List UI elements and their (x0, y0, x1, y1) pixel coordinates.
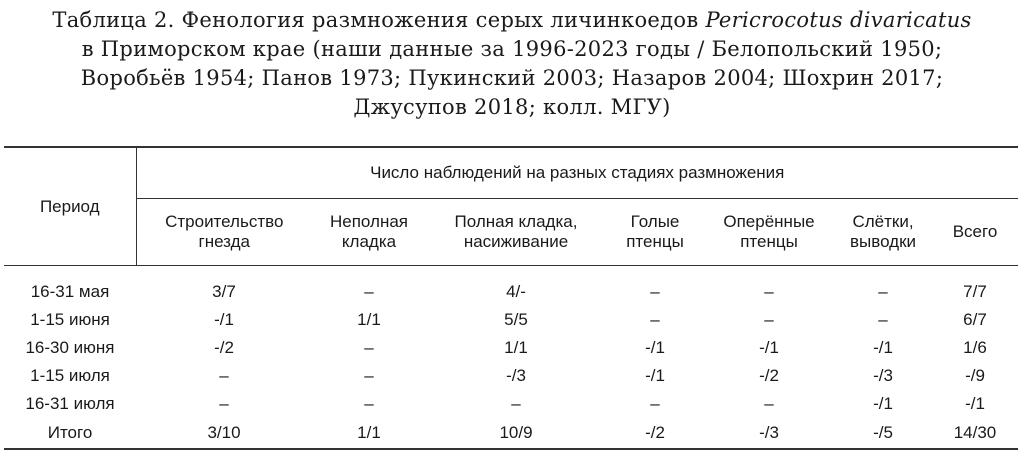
column-header-line: Слётки, (852, 212, 914, 231)
column-header-fledglings-broods (834, 199, 932, 266)
period-cell: Итого (4, 418, 136, 449)
cell-nest-building: -/2 (214, 338, 234, 357)
table-row (4, 390, 1018, 418)
cell-naked-nestlings: – (650, 394, 660, 413)
column-header-line: птенцы (740, 232, 798, 251)
cell-incomplete-clutch: 1/1 (357, 310, 381, 329)
species-name: Pericrocotus divaricatus (705, 8, 972, 32)
table-row (4, 334, 1018, 362)
cell-fledglings-broods: -/3 (873, 366, 893, 385)
table-row (4, 362, 1018, 390)
cell-nest-building: – (219, 366, 229, 385)
column-header-nest-building (136, 199, 312, 266)
column-header-line: Строительство (165, 212, 284, 231)
cell-full-clutch-incubation: 5/5 (504, 310, 528, 329)
period-cell: 16-31 июля (25, 394, 115, 413)
column-header-line: Всего (952, 222, 998, 241)
stages-group-header: Число наблюдений на разных стадиях размножения (136, 147, 1018, 199)
period-cell: 16-31 мая (30, 282, 110, 301)
column-header-naked-nestlings (606, 199, 704, 266)
cell-fledglings-broods: -/1 (873, 394, 893, 413)
cell-naked-nestlings: -/1 (645, 366, 665, 385)
cell-incomplete-clutch: 1/1 (312, 418, 426, 449)
column-header-line: птенцы (626, 232, 684, 251)
caption-line-1 (0, 6, 1024, 35)
cell-fledglings-broods: – (878, 282, 888, 301)
column-header-line: Оперённые (723, 212, 815, 231)
table-row (4, 266, 1018, 307)
stage-column-headers (4, 199, 1018, 266)
cell-total: 7/7 (963, 282, 987, 301)
cell-full-clutch-incubation: -/3 (506, 366, 526, 385)
table-row (4, 306, 1018, 334)
cell-feathered-nestlings: -/2 (759, 366, 779, 385)
cell-incomplete-clutch: – (364, 394, 374, 413)
table-caption (0, 6, 1024, 122)
cell-total: 14/30 (932, 418, 1018, 449)
cell-total: 6/7 (963, 310, 987, 329)
cell-incomplete-clutch: – (364, 282, 374, 301)
cell-total: 1/6 (963, 338, 987, 357)
period-cell: 1-15 июня (30, 310, 110, 329)
period-header: Период (4, 147, 136, 266)
column-header-full-clutch-incubation (426, 199, 606, 266)
column-header-total (932, 199, 1018, 266)
cell-naked-nestlings: – (650, 282, 660, 301)
cell-full-clutch-incubation: 1/1 (504, 338, 528, 357)
cell-naked-nestlings: – (650, 310, 660, 329)
cell-nest-building: -/1 (214, 310, 234, 329)
column-header-incomplete-clutch (312, 199, 426, 266)
cell-fledglings-broods: -/5 (834, 418, 932, 449)
column-header-line: кладка (341, 232, 397, 251)
cell-total: -/9 (965, 366, 985, 385)
cell-feathered-nestlings: – (764, 310, 774, 329)
cell-feathered-nestlings: – (764, 394, 774, 413)
cell-feathered-nestlings: -/3 (704, 418, 834, 449)
phenology-table (4, 146, 1018, 450)
caption-line-4: Джусупов 2018; колл. МГУ) (353, 95, 671, 119)
cell-incomplete-clutch: – (364, 338, 374, 357)
cell-nest-building: 3/7 (212, 282, 236, 301)
cell-naked-nestlings: -/2 (606, 418, 704, 449)
cell-fledglings-broods: – (878, 310, 888, 329)
cell-full-clutch-incubation: – (511, 394, 521, 413)
column-header-line: Полная кладка, (454, 212, 578, 231)
cell-fledglings-broods: -/1 (873, 338, 893, 357)
cell-full-clutch-incubation: 10/9 (426, 418, 606, 449)
column-header-line: Голые (630, 212, 680, 231)
cell-nest-building: – (219, 394, 229, 413)
cell-feathered-nestlings: -/1 (759, 338, 779, 357)
column-header-line: Неполная (330, 212, 408, 231)
cell-total: -/1 (965, 394, 985, 413)
cell-nest-building: 3/10 (136, 418, 312, 449)
cell-incomplete-clutch: – (364, 366, 374, 385)
column-header-feathered-nestlings (704, 199, 834, 266)
caption-line-3: Воробьёв 1954; Панов 1973; Пукинский 2003; Назаров 2004; Шохрин 2017; (80, 66, 944, 90)
period-cell: 16-30 июня (25, 338, 115, 357)
total-row (4, 418, 1018, 449)
column-header-line: насиживание (463, 232, 569, 251)
column-header-line: гнезда (198, 232, 250, 251)
caption-title: Таблица 2. Фенология размножения серых личинкоедов (52, 8, 706, 32)
caption-line-2: в Приморском крае (наши данные за 1996-2023 годы / Белопольский 1950; (81, 37, 943, 61)
column-header-line: выводки (849, 232, 917, 251)
cell-full-clutch-incubation: 4/- (506, 282, 526, 301)
table-body (4, 266, 1018, 450)
cell-naked-nestlings: -/1 (645, 338, 665, 357)
period-cell: 1-15 июля (30, 366, 110, 385)
cell-feathered-nestlings: – (764, 282, 774, 301)
